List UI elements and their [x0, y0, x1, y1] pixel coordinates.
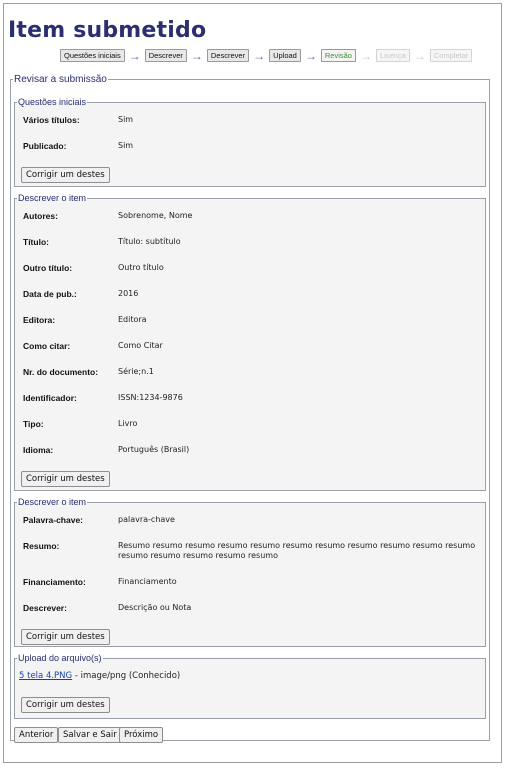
uploaded-file-link[interactable]: 5 tela 4.PNG: [19, 671, 73, 681]
edit-upload-button[interactable]: Corrigir um destes: [21, 697, 110, 713]
arrow-icon: →: [413, 48, 426, 63]
field-label: Editora:: [23, 315, 56, 325]
field-label: Data de pub.:: [23, 289, 77, 299]
field-label: Publicado:: [23, 141, 67, 151]
progress-bar: [60, 49, 472, 62]
step-describe-1[interactable]: Descrever: [145, 49, 187, 62]
field-label: Outro título:: [23, 263, 73, 273]
field-value: Português (Brasil): [118, 445, 190, 454]
field-value: Descrição ou Nota: [118, 603, 192, 612]
field-label: Palavra-chave:: [23, 515, 84, 525]
page-title: Item submetido: [8, 18, 207, 43]
field-value: Sim: [118, 141, 134, 150]
field-label: Idioma:: [23, 445, 54, 455]
field-value: Outro título: [118, 263, 164, 272]
initial-questions-section: [14, 97, 486, 187]
arrow-icon: →: [128, 48, 141, 63]
field-label: Como citar:: [23, 341, 71, 351]
section-legend: Questões iniciais: [18, 97, 87, 107]
review-row: [23, 115, 479, 125]
field-label: Identificador:: [23, 393, 77, 403]
field-label: Autores:: [23, 211, 58, 221]
review-row: [23, 393, 479, 403]
review-row: [23, 419, 479, 429]
review-row: [23, 515, 479, 525]
field-value: Financiamento: [118, 577, 177, 586]
step-upload[interactable]: Upload: [269, 49, 301, 62]
review-fieldset: [10, 74, 490, 741]
uploaded-file: [19, 671, 180, 681]
step-license: Licença: [376, 49, 410, 62]
field-value: Resumo resumo resumo resumo resumo resumo resumo resumo resumo resumo resumo resumo resumo resumo resumo resumo: [118, 541, 476, 560]
review-row: [23, 367, 479, 377]
review-row: [23, 211, 479, 221]
section-legend: Descrever o item: [18, 497, 87, 507]
next-button[interactable]: Próximo: [119, 727, 163, 743]
field-value: Série;n.1: [118, 367, 154, 376]
edit-initial-questions-button[interactable]: Corrigir um destes: [21, 167, 110, 183]
field-label: Nr. do documento:: [23, 367, 99, 377]
field-label: Resumo:: [23, 541, 60, 551]
field-label: Vários títulos:: [23, 115, 80, 125]
field-value: ISSN:1234-9876: [118, 393, 183, 402]
step-describe-2[interactable]: Descrever: [207, 49, 249, 62]
arrow-icon: →: [190, 48, 203, 63]
arrow-icon: →: [359, 48, 372, 63]
field-value: Sim: [118, 115, 134, 124]
field-label: Tipo:: [23, 419, 44, 429]
field-value: palavra-chave: [118, 515, 175, 524]
field-label: Financiamento:: [23, 577, 86, 587]
field-value: Como Citar: [118, 341, 163, 350]
arrow-icon: →: [253, 48, 266, 63]
review-row: [23, 603, 479, 613]
review-row: [23, 289, 479, 299]
review-row: [23, 263, 479, 273]
section-legend: Upload do arquivo(s): [18, 653, 102, 663]
review-row: [23, 541, 479, 561]
field-label: Título:: [23, 237, 49, 247]
review-row: [23, 237, 479, 247]
step-review: Revisão: [321, 49, 356, 62]
review-row: [23, 577, 479, 587]
field-value: Livro: [118, 419, 138, 428]
review-row: [23, 445, 479, 455]
field-value: Sobrenome, Nome: [118, 211, 193, 220]
describe-item-section-1: [14, 193, 486, 491]
field-value: Editora: [118, 315, 147, 324]
save-exit-button[interactable]: Salvar e Sair: [58, 727, 122, 743]
review-row: [23, 141, 479, 151]
field-value: 2016: [118, 289, 139, 298]
review-row: [23, 315, 479, 325]
edit-describe-2-button[interactable]: Corrigir um destes: [21, 629, 110, 645]
page-frame: [3, 3, 502, 763]
step-complete: Completar: [430, 49, 473, 62]
section-legend: Descrever o item: [18, 193, 87, 203]
describe-item-section-2: [14, 497, 486, 647]
edit-describe-1-button[interactable]: Corrigir um destes: [21, 471, 110, 487]
field-label: Descrever:: [23, 603, 67, 613]
upload-section: [14, 653, 486, 719]
review-row: [23, 341, 479, 351]
step-initial-questions[interactable]: Questões iniciais: [60, 49, 125, 62]
previous-button[interactable]: Anterior: [14, 727, 58, 743]
review-legend: Revisar a submissão: [14, 74, 107, 85]
field-value: Título: subtítulo: [118, 237, 181, 246]
arrow-icon: →: [304, 48, 317, 63]
file-format: - image/png (Conhecido): [72, 671, 181, 681]
